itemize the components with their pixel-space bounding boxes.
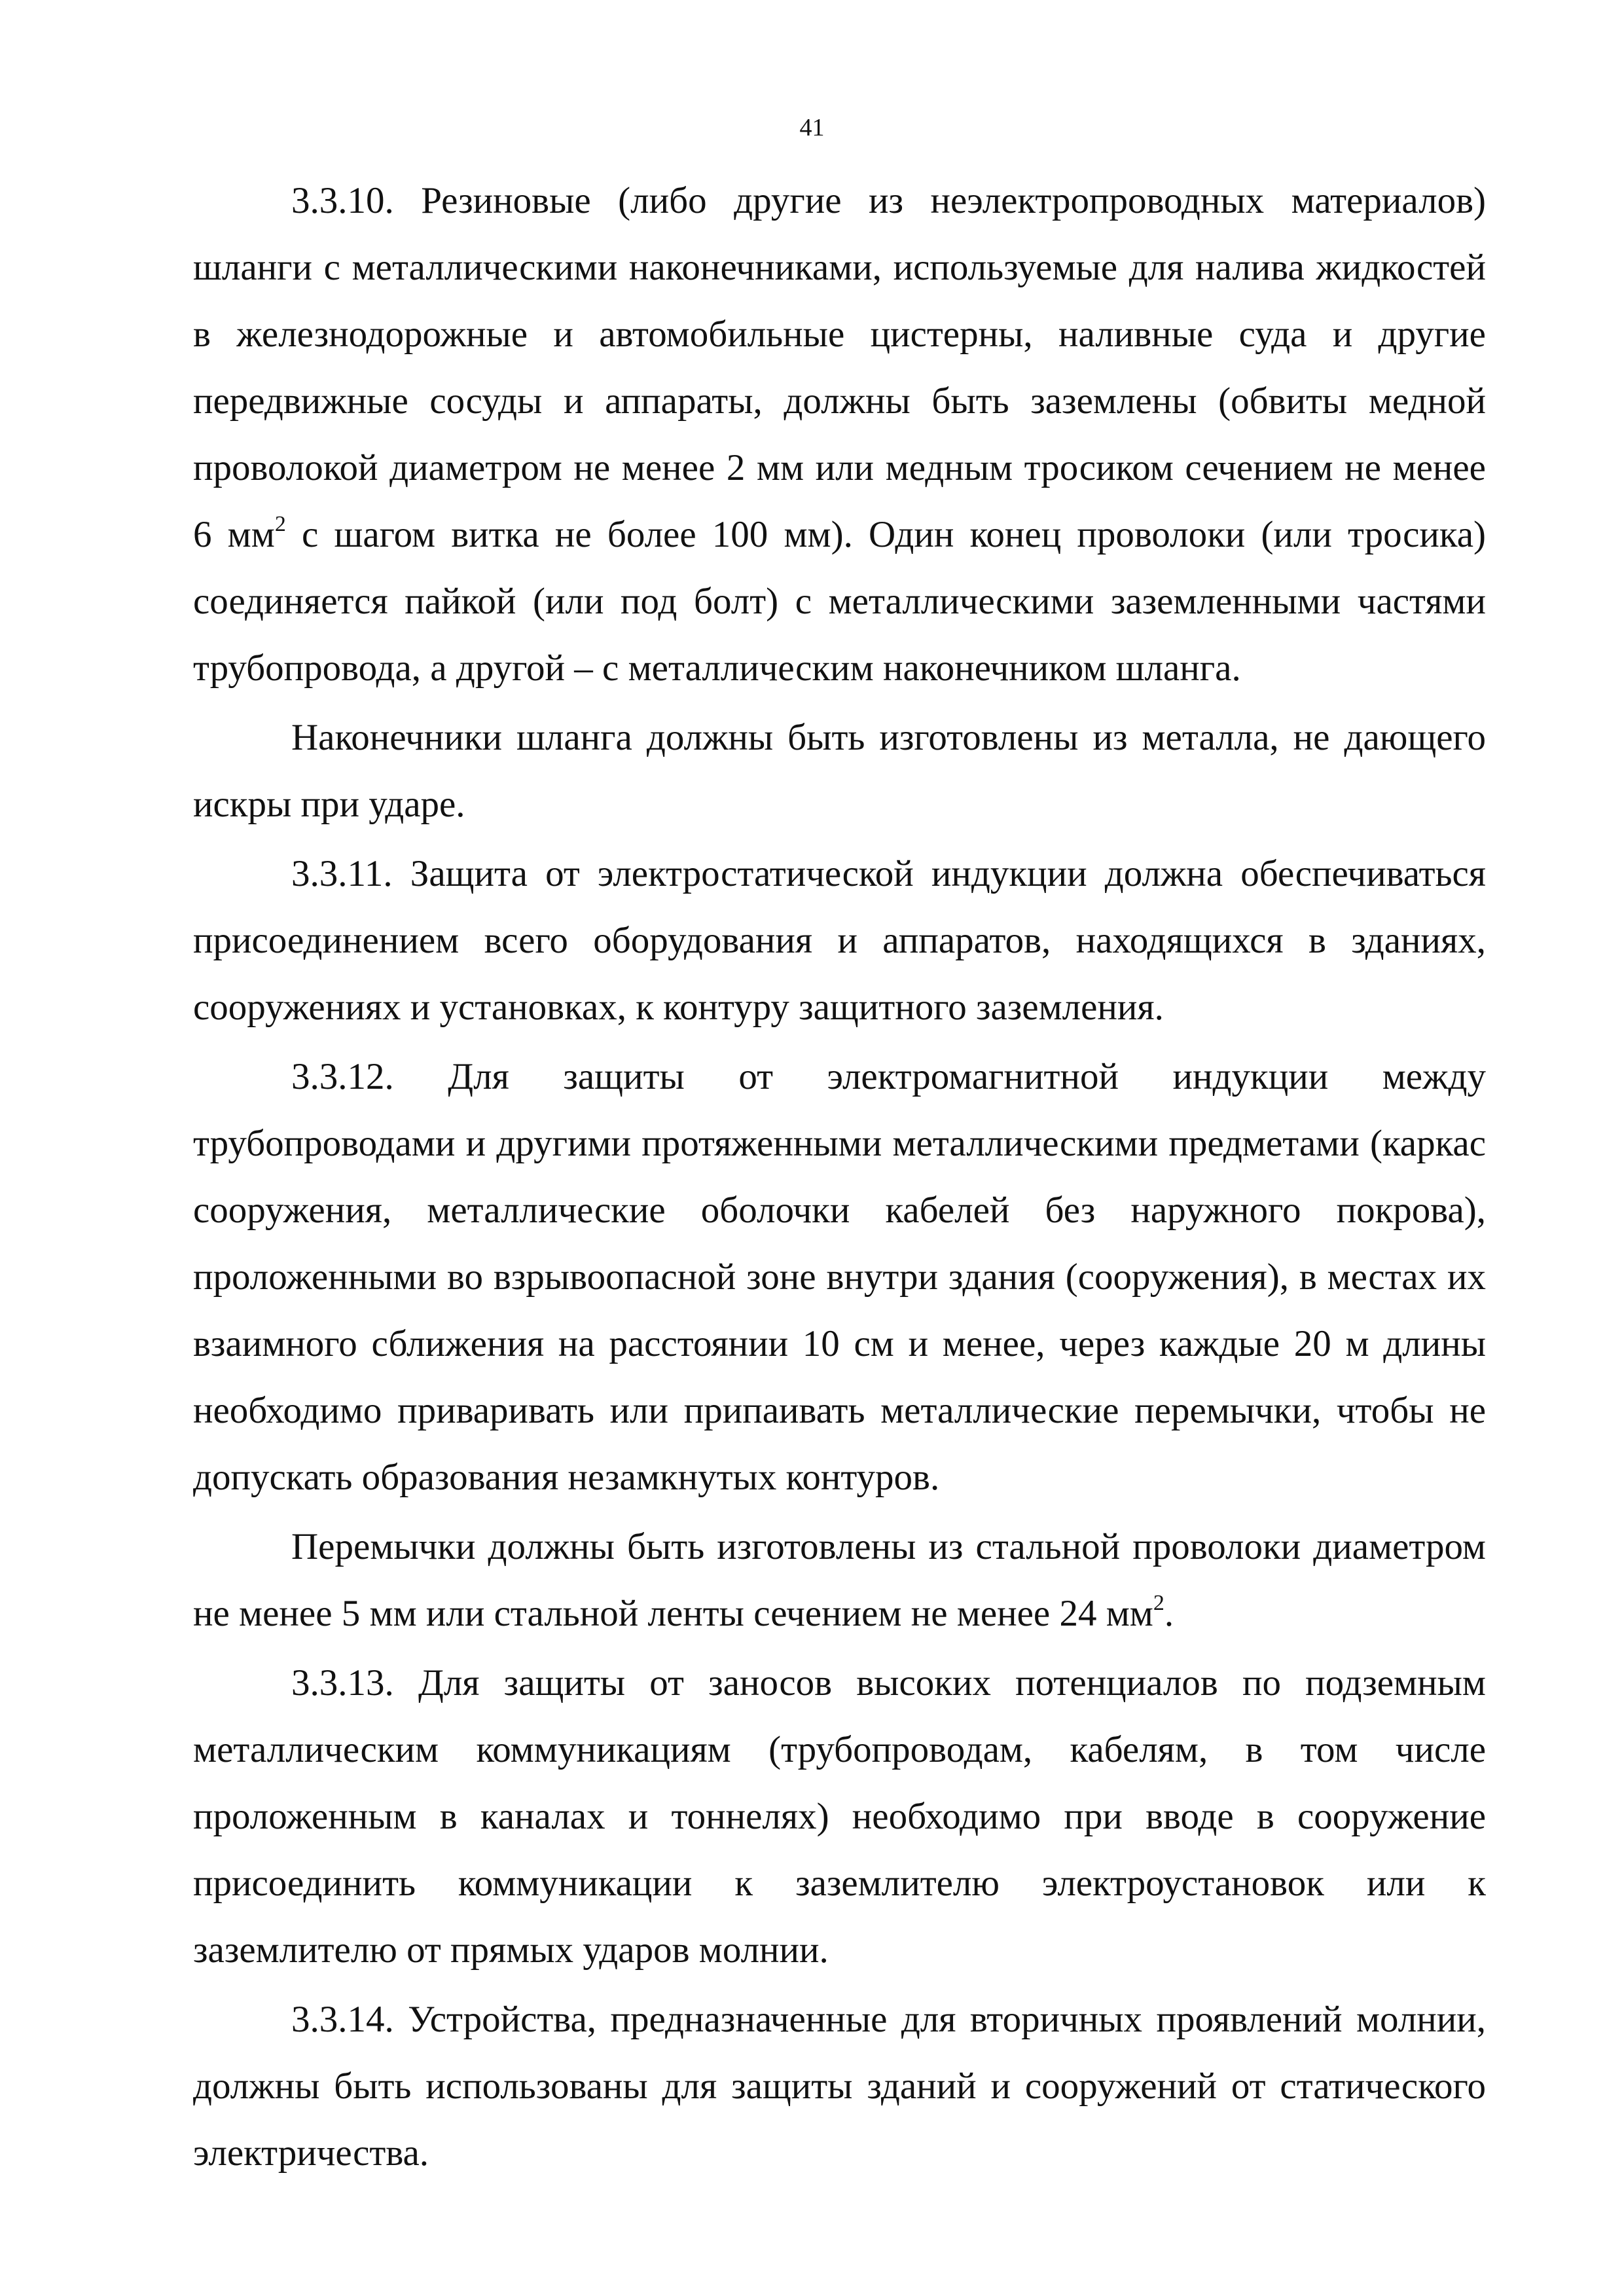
paragraph-3-3-13 xyxy=(193,1650,1486,1984)
paragraph-text: с шагом витка не более 100 мм). Один конец проволоки (или тросика) соединяется пайкой (или под болт) с металлическими заземленными частями трубопровода, а другой – с металлическим наконечником шланга. xyxy=(193,514,1486,689)
paragraph-text: 3.3.12. Для защиты от электромагнитной индукции между трубопроводами и другими протяженными металлическими предметами (каркас сооружения, металлические оболочки кабелей без наружного покрова), проложенными во взрывоопасной зоне внутри здания (сооружения), в местах их взаимного сближения на расстоянии 10 см и менее, через каждые 20 м длины необходимо приваривать или припаивать металлические перемычки, чтобы не допускать образования незамкнутых контуров. xyxy=(193,1056,1486,1498)
document-body xyxy=(193,168,1486,2187)
paragraph-jumpers xyxy=(193,1514,1486,1647)
page-number: 41 xyxy=(799,114,825,141)
paragraph-hose-tips xyxy=(193,704,1486,838)
paragraph-3-3-12 xyxy=(193,1044,1486,1511)
paragraph-text: Перемычки должны быть изготовлены из стальной проволоки диаметром не менее 5 мм или стальной ленты сечением не менее 24 мм xyxy=(193,1526,1486,1634)
paragraph-text: 3.3.14. Устройства, предназначенные для вторичных проявлений молнии, должны быть использованы для защиты зданий и сооружений от статического электричества. xyxy=(193,1999,1486,2174)
paragraph-text: 3.3.11. Защита от электростатической индукции должна обеспечиваться присоединением всего оборудования и аппаратов, находящихся в зданиях, сооружениях и установках, к контуру защитного заземления. xyxy=(193,853,1486,1028)
paragraph-text: . xyxy=(1164,1593,1174,1634)
paragraph-text: 3.3.13. Для защиты от заносов высоких потенциалов по подземным металлическим коммуникациям (трубопроводам, кабелям, в том числе проложенным в каналах и тоннелях) необходимо при вводе в сооружение присоединить коммуникации к заземлителю электроустановок или к заземлителю от прямых ударов молнии. xyxy=(193,1662,1486,1971)
paragraph-3-3-14 xyxy=(193,1986,1486,2187)
paragraph-text: 3.3.10. Резиновые (либо другие из неэлектропроводных материалов) шланги с металлическими наконечниками, используемые для налива жидкостей в железнодорожные и автомобильные цистерны, наливные суда и другие передвижные сосуды и аппараты, должны быть заземлены (обвиты медной проволокой диаметром не менее 2 мм или медным тросиком сечением не менее 6 мм xyxy=(193,180,1486,555)
paragraph-3-3-11 xyxy=(193,841,1486,1041)
superscript-exponent: 2 xyxy=(1153,1591,1164,1615)
paragraph-text: Наконечники шланга должны быть изготовлены из металла, не дающего искры при ударе. xyxy=(193,717,1486,825)
paragraph-3-3-10 xyxy=(193,168,1486,702)
superscript-exponent: 2 xyxy=(274,512,286,536)
